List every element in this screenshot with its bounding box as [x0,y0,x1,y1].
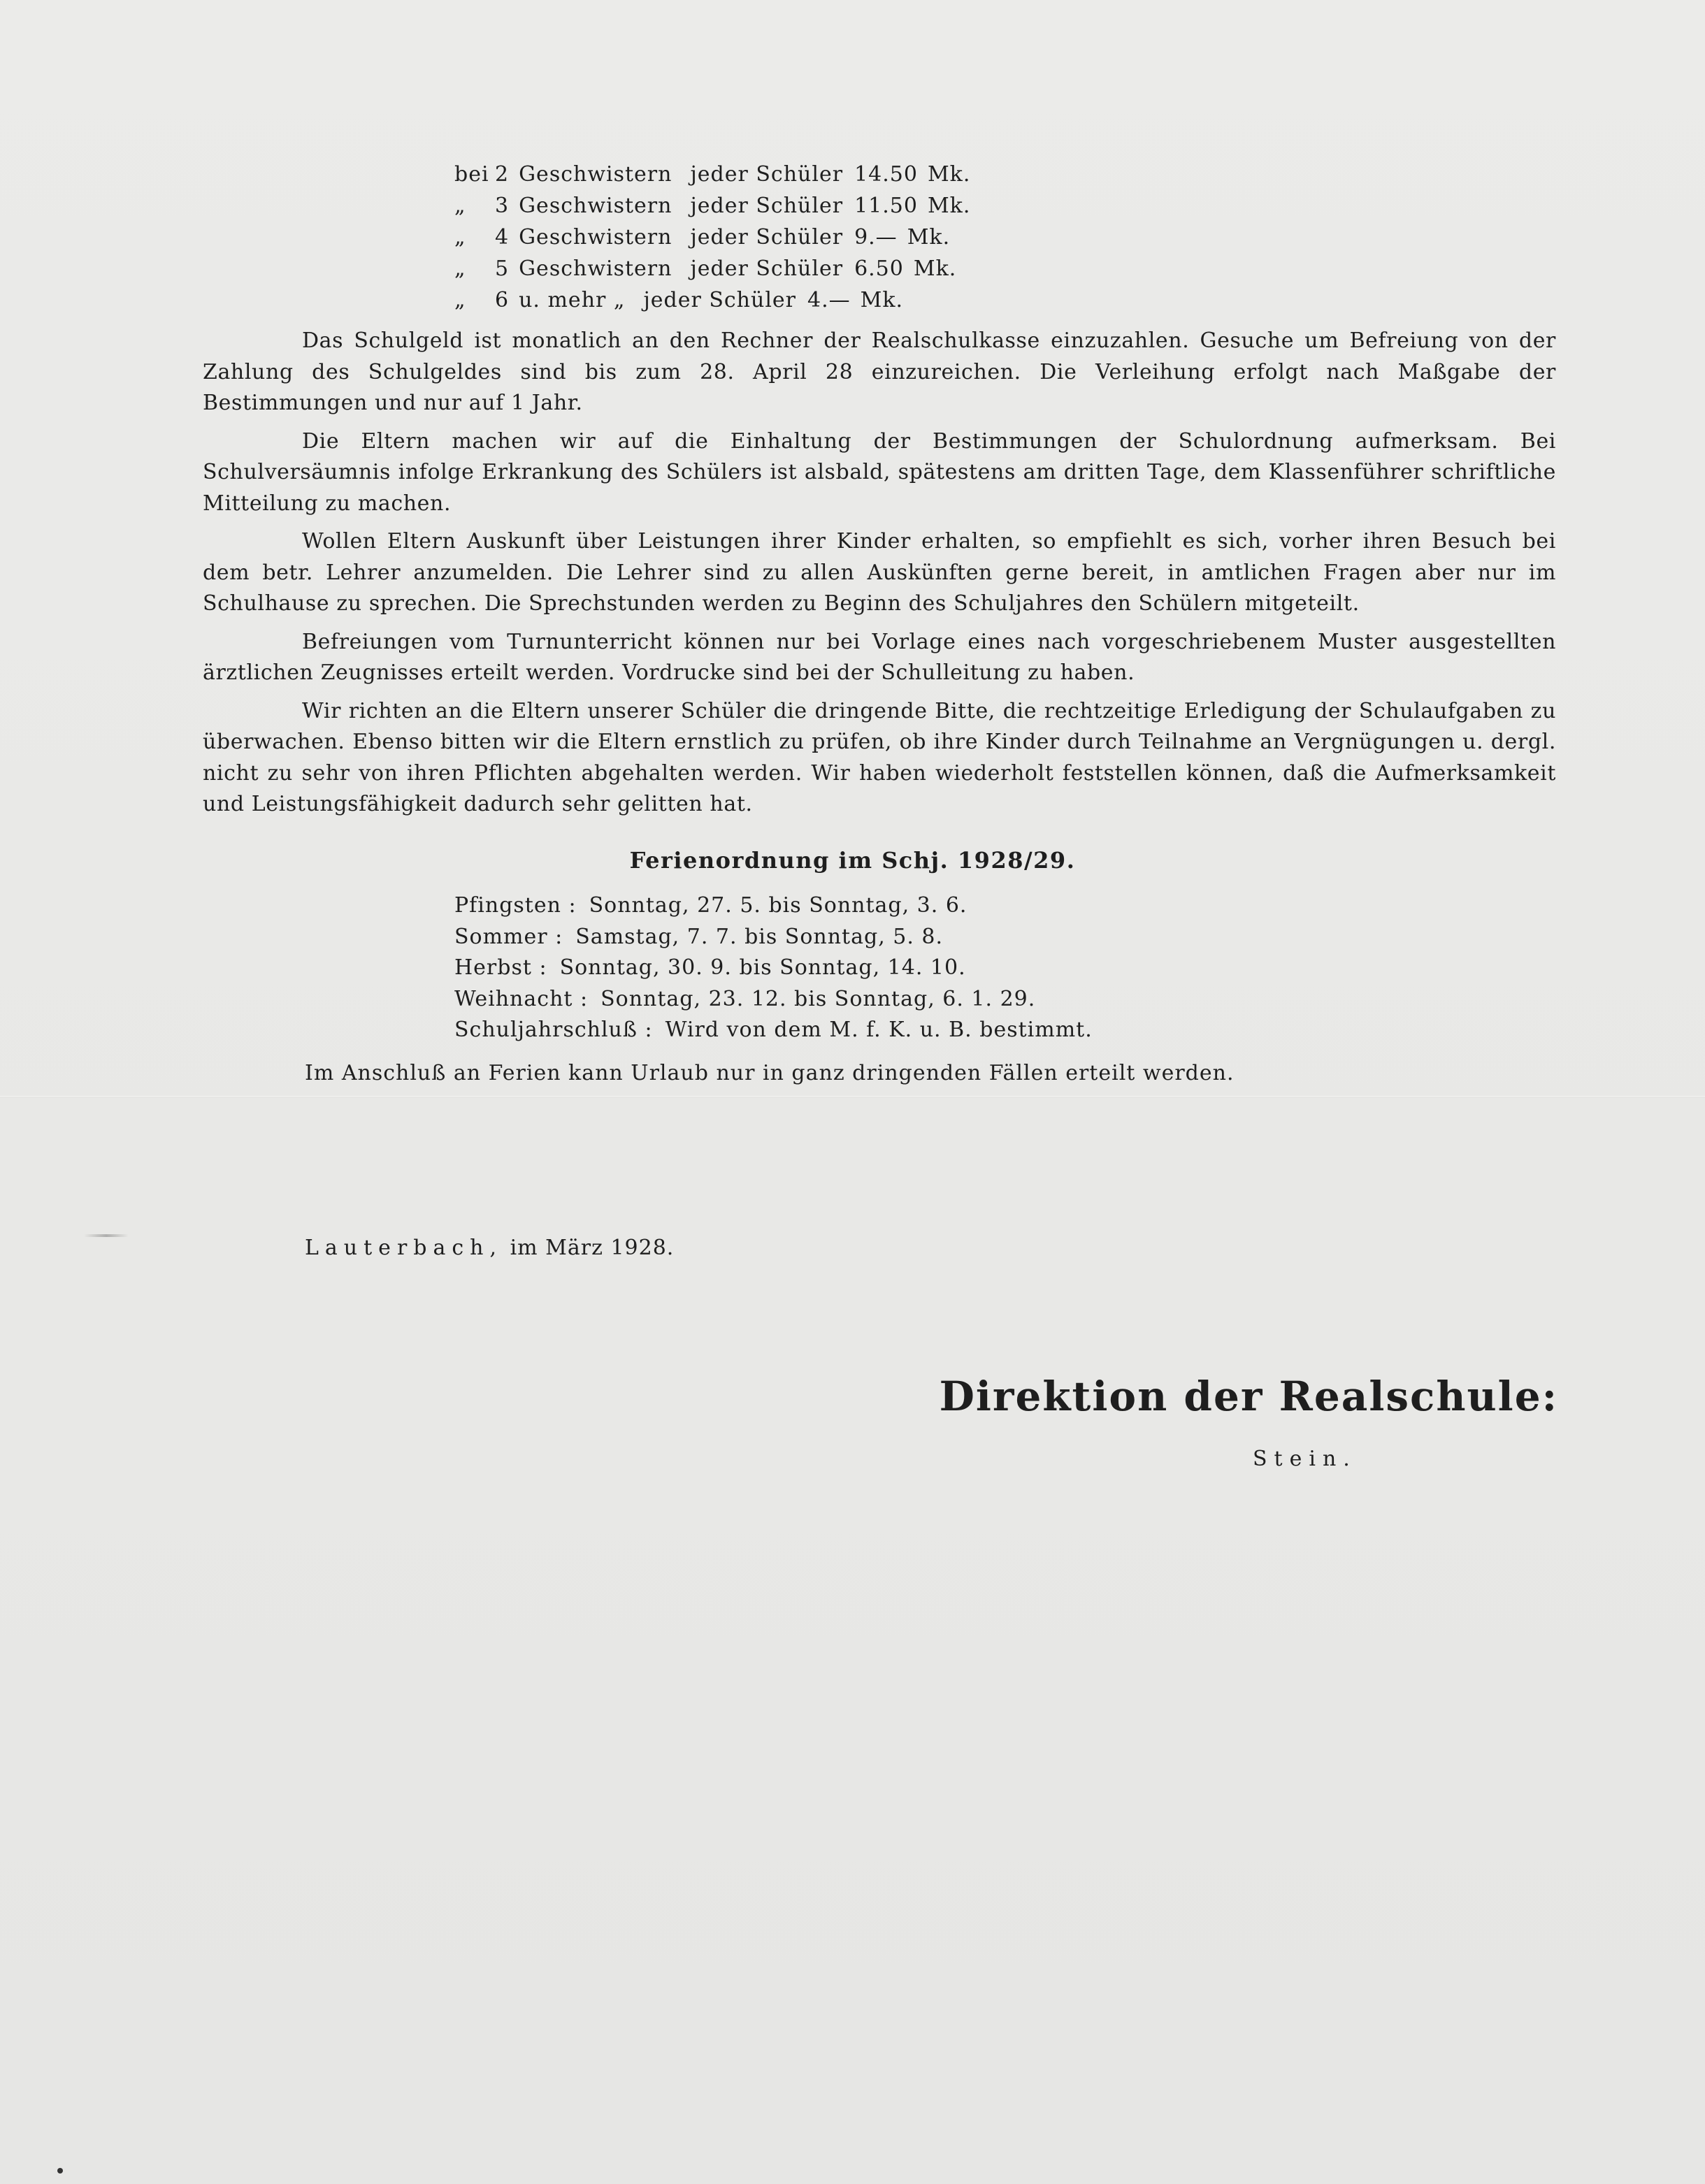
holiday-dates: Samstag, 7. 7. bis Sonntag, 5. 8. [575,924,944,949]
holiday-row [454,955,1093,987]
fee-lead: „ [454,225,466,250]
fee-lead: „ [454,256,466,281]
fee-sibling-count: 5 [495,256,510,281]
holiday-dates: Sonntag, 27. 5. bis Sonntag, 3. 6. [589,893,967,918]
holiday-schedule [454,893,1093,1049]
ink-smudge [84,1234,129,1237]
fee-sibling-word: Geschwistern [519,225,672,250]
holiday-dates: Wird von dem M. f. K. u. B. bestimmt. [665,1018,1093,1042]
fee-lead: „ [454,288,466,312]
fee-amount: 6.50 [854,256,904,281]
fee-sibling-word: Geschwistern [519,256,672,281]
paragraph-sports-exemption: Befreiungen vom Turnunterricht können nur bei Vorlage eines nach vorgeschriebenem Muster ausgestellten ärztlichen Zeugnisses erteilt werden. Vordrucke sind bei der Schulleitung zu haben. [203,629,1556,685]
date: im März 1928. [510,1236,675,1260]
fee-sibling-word: Geschwistern [519,194,672,218]
holiday-row [454,925,1093,956]
holiday-label: Sommer : [454,924,563,949]
fee-amount: 11.50 [854,194,918,218]
paragraph-teacher-consultation: Wollen Eltern Auskunft über Leistungen ihrer Kinder erhalten, so empfiehlt es sich, vorher ihren Besuch bei dem betr. Lehrer anzumelden. Die Lehrer sind zu allen Auskünften gerne bereit, in amtlichen Fragen aber nur im Schulhause zu sprechen. Die Sprechstunden werden zu Beginn des Schuljahres den Schülern mitgeteilt. [203,529,1556,616]
holiday-label: Pfingsten : [454,893,577,918]
fee-unit: Mk. [860,288,904,312]
fee-amount: 14.50 [854,162,918,187]
signer-name: Stein. [1253,1447,1357,1471]
paper-fold-line [0,1096,1705,1098]
paragraph-school-rules: Die Eltern machen wir auf die Einhaltung der Bestimmungen der Schulordnung aufmerksam. Bei Schulversäumnis infolge Erkrankung des Schülers ist alsbald, spätestens am dritten Tage, dem Klassenführer schriftliche Mitteilung zu machen. [203,428,1556,516]
place-and-date [305,1236,674,1260]
paragraph-school-fee: Das Schulgeld ist monatlich an den Rechner der Realschulkasse einzuzahlen. Gesuche um Befreiung von der Zahlung des Schulgeldes sind bis zum 28. April 28 einzureichen. Die Verleihung erfolgt nach Maßgabe der Bestimmungen und nur auf 1 Jahr. [203,328,1556,415]
fee-sibling-word: Geschwistern [519,162,672,187]
holiday-schedule-title: Ferienordnung im Schj. 1928/29. [629,847,1076,874]
fee-sibling-count: 3 [495,194,510,218]
holiday-row [454,987,1093,1018]
holiday-row [454,1018,1093,1049]
fee-unit: Mk. [913,256,957,281]
fee-sibling-count: 2 [495,162,510,187]
fee-row [454,225,970,256]
holiday-label: Weihnacht : [454,986,589,1011]
fee-per-student: jeder Schüler [690,194,844,218]
paragraph-homework-appeal: Wir richten an die Eltern unserer Schüler die dringende Bitte, die rechtzeitige Erledigung der Schulaufgaben zu überwachen. Ebenso bitten wir die Eltern ernstlich zu prüfen, ob ihre Kinder durch Teilnahme an Vergnügungen u. dergl. nicht zu sehr von ihren Pflichten abgehalten werden. Wir haben wiederholt feststellen können, daß die Aufmerksamkeit und Leistungsfähigkeit dadurch sehr gelitten hat. [203,698,1556,816]
fee-row [454,288,970,319]
fee-row [454,162,970,194]
place: Lauterbach, [305,1236,503,1260]
fee-sibling-word: u. mehr „ [519,288,626,312]
fee-amount: 4.— [807,288,851,312]
fee-per-student: jeder Schüler [690,162,844,187]
holiday-label: Schuljahrschluß : [454,1018,653,1042]
fee-per-student: jeder Schüler [643,288,797,312]
fee-unit: Mk. [907,225,951,250]
fee-unit: Mk. [927,162,971,187]
holiday-dates: Sonntag, 23. 12. bis Sonntag, 6. 1. 29. [600,986,1036,1011]
fee-sibling-count: 6 [495,288,510,312]
fee-unit: Mk. [927,194,971,218]
fee-lead: bei [454,162,489,187]
fee-per-student: jeder Schüler [690,256,844,281]
holiday-label: Herbst : [454,955,547,980]
fee-sibling-count: 4 [495,225,510,250]
fee-lead: „ [454,194,466,218]
signature-heading: Direktion der Realschule: [939,1373,1558,1420]
fee-per-student: jeder Schüler [690,225,844,250]
holiday-row [454,893,1093,925]
ink-speck [57,2168,63,2174]
fee-row [454,194,970,225]
leave-note: Im Anschluß an Ferien kann Urlaub nur in ganz dringenden Fällen erteilt werden. [305,1061,1235,1085]
holiday-dates: Sonntag, 30. 9. bis Sonntag, 14. 10. [559,955,966,980]
fee-amount: 9.— [854,225,898,250]
body-text [203,326,1556,820]
fee-row [454,256,970,288]
fee-table [454,162,970,319]
